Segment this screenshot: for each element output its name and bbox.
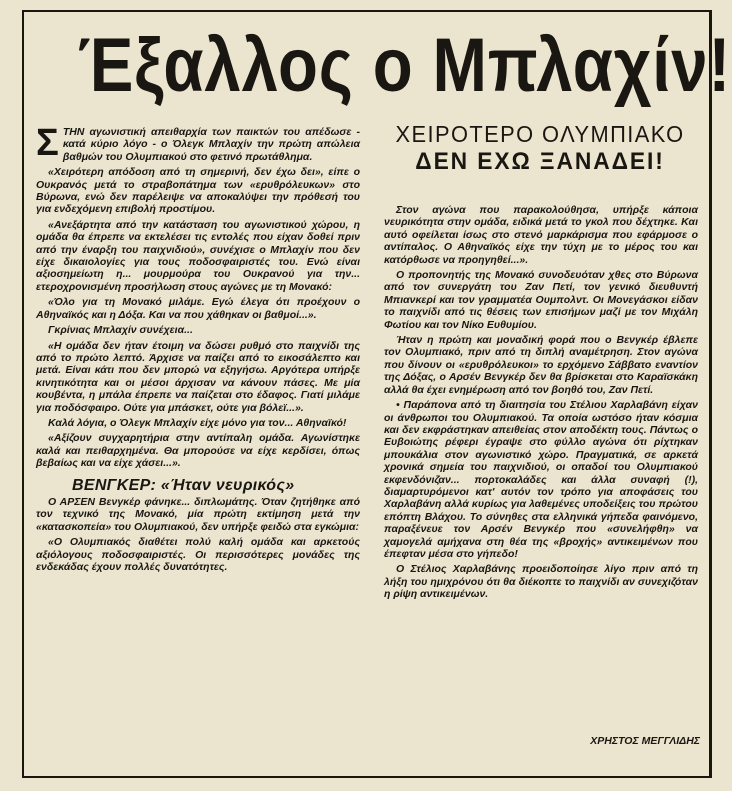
paragraph: Γκρίνιας Μπλαχίν συνέχεια...	[48, 324, 193, 337]
paragraph: Ο Στέλιος Χαρλαβάνης προειδοποίησε λίγο πριν από τη λήξη του ημιχρόνου ότι θα διέκοπτε το παιχνίδι αν συνεχιζόταν η ρίψη αντικειμένων.	[384, 563, 698, 601]
paragraph: Ο ΑΡΣΕΝ Βενγκέρ φάνηκε... διπλωμάτης. Όταν ζητήθηκε από τον τεχνικό της Μονακό, μία πρώτη εκτίμηση μετά την «κατασκοπεία» του Ολυμπιακού, δεν υπήρξε φειδώ στα εγκώμια:	[36, 495, 360, 533]
subheadline	[388, 120, 692, 176]
section-heading: ΒΕΝΓΚΕΡ: «Ήταν νευρικός»	[72, 476, 295, 494]
headline: Έξαλλος ο Μπλαχίν!	[77, 23, 732, 108]
paragraph-text: ΤΗΝ αγωνιστική απειθαρχία των παικτών του απέδωσε - κατά κύριο λόγο - ο Όλεγκ Μπλαχίν την πρώτη απώλεια βαθμών του Ολυμπιακού στο φετινό πρωτάθλημα.	[62, 126, 360, 163]
paragraph	[36, 122, 360, 164]
paragraph: Ο προπονητής της Μονακό συνοδευόταν χθες στο Βύρωνα από τον συνεργάτη του Ζαν Πετί, τον γενικό διευθυντή Μπιανκερί και τον γραμματέα Ουμπολντ. Οι Μονεγάσκοι είδαν το παιχνίδι από τις θέσεις των επισήμων μαζί με τον Μιχάλη Φωτίου και τον Νίκο Ευθυμίου.	[384, 269, 698, 331]
right-column	[384, 204, 698, 604]
subheadline-line2: ΔΕΝ ΕΧΩ ΞΑΝΑΔΕΙ!	[415, 148, 665, 175]
paragraph: «Ανεξάρτητα από την κατάσταση του αγωνιστικού χώρου, η ομάδα θα έπρεπε να εκτελέσει τις εντολές που είχαν δοθεί πριν από την έναρξη του παιχνιδιού», συνέχισε ο Μπλαχίν που δεν είχε δικαιολογίες για τους ποδοσφαιριστές του. Ενώ είναι αξιοσημείωτη η... μουρμούρα του Ουκρανού για την... ετεροχρονισμένη προσήλωση στους αγώνες με τη Μονακό:	[36, 218, 360, 293]
paragraph: «Η ομάδα δεν ήταν έτοιμη να δώσει ρυθμό στο παιχνίδι της από το πρώτο λεπτό. Άρχισε να παίζει από το εικοσάλεπτο και μετά. Είναι κάτι που δεν μπορώ να εξηγήσω. Αργότερα υπήρξε κινητικότητα και οι μέσοι άρχισαν να κάνουν πάσες. Με μία κουβέντα, η μπάλα έπρεπε να παίζεται στο έδαφος. Γιατί μιλάμε για ποδόσφαιρο. Ούτε για μπάσκετ, ούτε για βόλεϊ...».	[36, 339, 360, 414]
paragraph: «Ο Ολυμπιακός διαθέτει πολύ καλή ομάδα και αρκετούς αξιόλογους ποδοσφαιριστές. Οι περισσότερες μονάδες της ενδεκάδας έχουν πολλές δυνατότητες.	[36, 536, 360, 573]
left-column	[36, 122, 360, 576]
paragraph: • Παράπονα από τη διαιτησία του Στέλιου Χαρλαβάνη είχαν οι άνθρωποι του Ολυμπιακού. Τα οποία ωστόσο ήταν κόσμια και δεν εκφράστηκαν απειθείας στον αποδέκτη τους. Πάντως ο Ευβοιώτης ρέφερι έγραψε στο φύλλο αγώνα ότι ρίχτηκαν μπουκάλια στον αγωνιστικό χώρο. Πραγματικά, σε αρκετά χρονικά σημεία του παιχνιδιού, οι οπαδοί του Ολυμπιακού εκφενδόνιζαν... πορτοκαλάδες και άλλα συναφή (!), διαμαρτυρόμενοι κατ' αυτόν τον τρόπο για αποφάσεις του Χαρλαβάνη αλλά κυρίως για λαθεμένες υποδείξεις του πρώτου επόπτη Βλάχου. Το σύνηθες στα ελληνικά γήπεδα φαινόμενο, παραξένευε τον Αρσέν Βενγκέρ που «συνελήφθη» να χαμογελά αμήχανα στη θέα της «βροχής» αντικειμένων που έπεφταν μέσα στο γήπεδο!	[384, 399, 698, 560]
author-byline: ΧΡΗΣΤΟΣ ΜΕΓΓΛΙΔΗΣ	[590, 735, 700, 747]
paragraph: Στον αγώνα που παρακολούθησα, υπήρξε κάποια νευρικότητα στην ομάδα, ειδικά μετά το γκολ που δέχτηκε. Και αυτό οφείλεται ίσως στο στενό μαρκάρισμα που εφάρμοσε ο αντίπαλος. Ο Αθηναϊκός είχε την τύχη με το μέρος του και κατόρθωσε να προηγηθεί...».	[384, 204, 698, 266]
paragraph: Ήταν η πρώτη και μοναδική φορά που ο Βενγκέρ έβλεπε τον Ολυμπιακό, πριν από τη διπλή αναμέτρηση. Στον αγώνα που δίνουν οι «ερυθρόλευκοι» το ερχόμενο Σάββατο εναντίον της Δόξας, ο Αρσέν Βενγκέρ δεν θα βρίσκεται στο Καραϊσκάκη αλλά θα έχει ενημέρωση από τον βοηθό του, Ζαν Πετί.	[384, 334, 698, 396]
paragraph: «Χειρότερη απόδοση από τη σημερινή, δεν έχω δει», είπε ο Ουκρανός μετά το στραβοπάτημα των «ερυθρόλευκων» στο Βύρωνα, ενώ δεν παρέλειψε να αποκαλύψει την πρόθεσή του για ενδεχόμενη επιβολή προστίμου.	[36, 166, 360, 216]
paragraph: «Αξίζουν συγχαρητήρια στην αντίπαλη ομάδα. Αγωνίστηκε καλά και πειθαρχημένα. Θα μπορούσε να είχε κερδίσει, όπως βεβαίως και να είχε χάσει...».	[36, 432, 360, 470]
paragraph: «Όλο για τη Μονακό μιλάμε. Εγώ έλεγα ότι προέχουν ο Αθηναϊκός και η Δόξα. Και να που χάθηκαν οι βαθμοί...».	[36, 296, 360, 321]
subheadline-line1: ΧΕΙΡΟΤΕΡΟ ΟΛΥΜΠΙΑΚΟ	[395, 121, 685, 147]
paragraph: Καλά λόγια, ο Όλεγκ Μπλαχίν είχε μόνο για τον... Αθηναϊκό!	[48, 416, 347, 429]
drop-cap: Σ	[36, 122, 59, 164]
